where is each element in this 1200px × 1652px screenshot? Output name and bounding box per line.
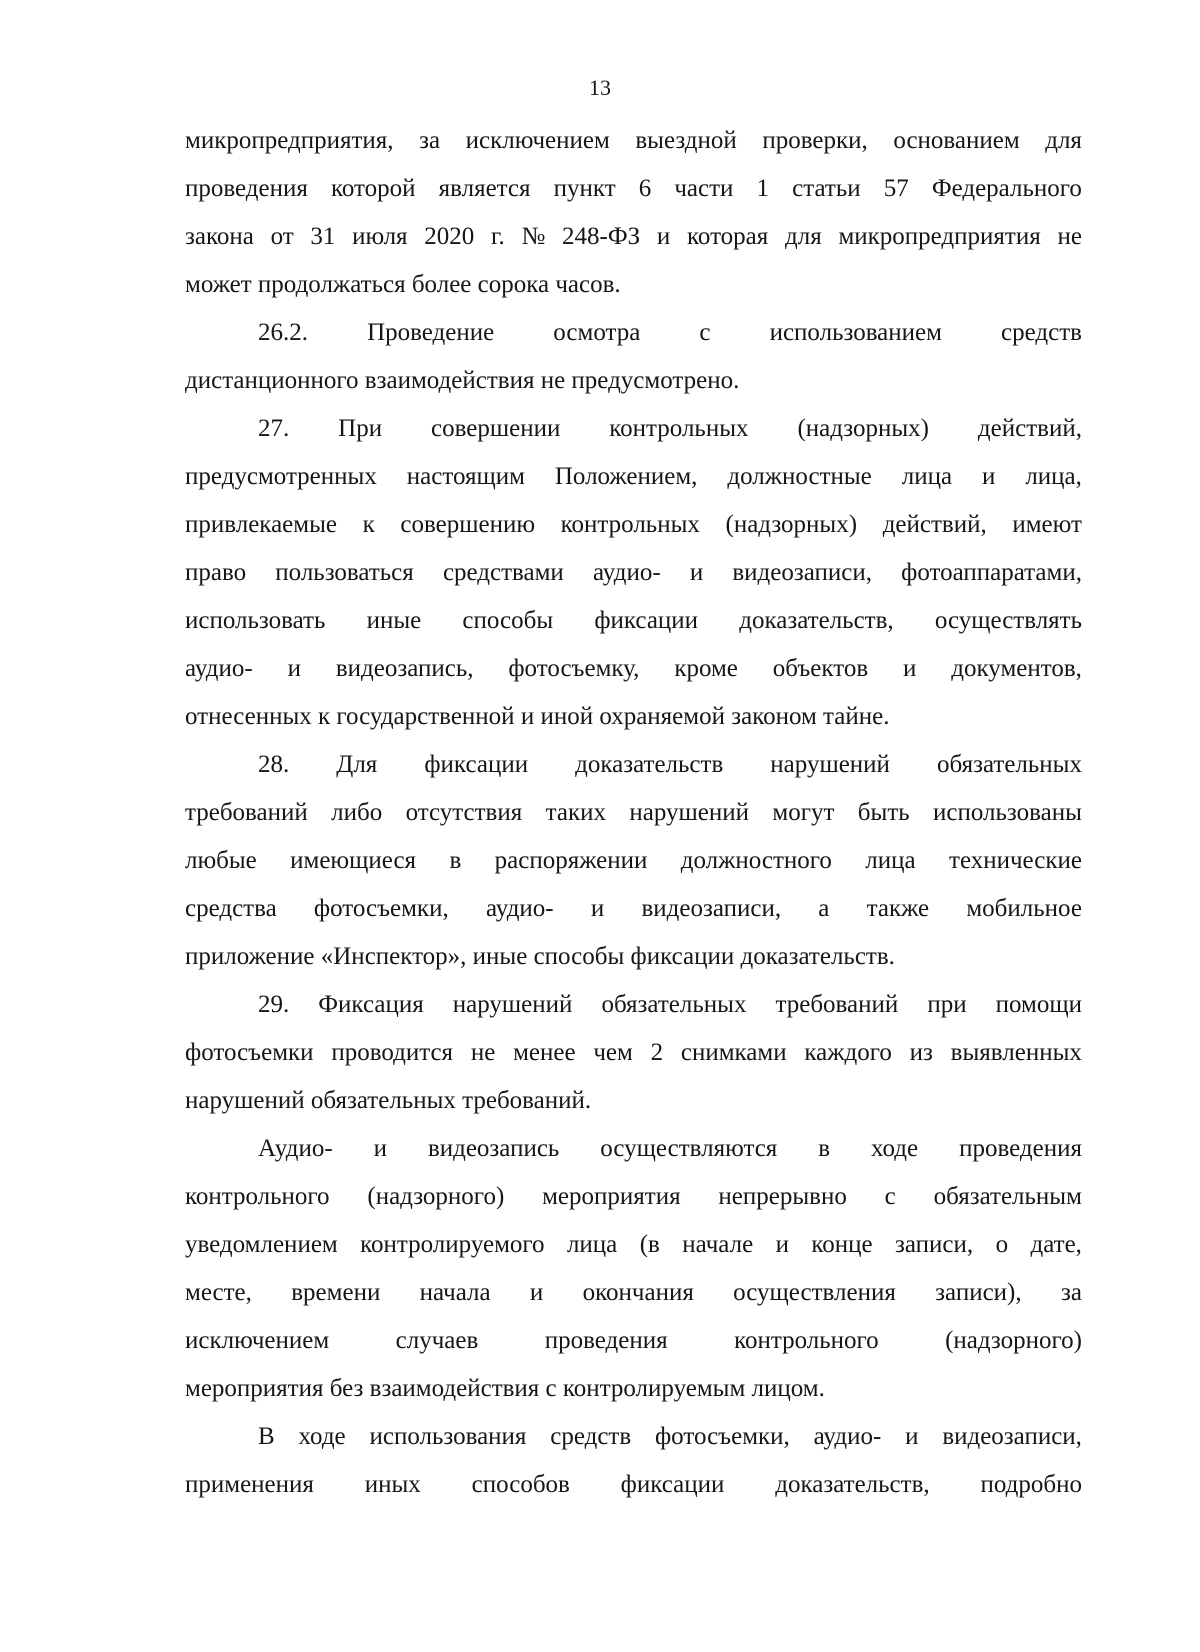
word: выявленных [950, 1039, 1082, 1066]
word: доказательств, [739, 607, 894, 634]
word: записи), [935, 1279, 1022, 1306]
word: (в [639, 1231, 660, 1258]
word: применения [185, 1471, 314, 1498]
word: фотоаппаратами, [901, 559, 1082, 586]
word: каждого [804, 1039, 892, 1066]
word: фотосъемки, [654, 1423, 790, 1450]
word: № [521, 223, 546, 250]
text-line [185, 1125, 1082, 1173]
text-line [185, 981, 1082, 1029]
word: осуществлять [934, 607, 1082, 634]
word: распоряжении [494, 847, 648, 874]
word: обязательным [933, 1183, 1082, 1210]
word: начале [682, 1231, 754, 1258]
word: В [258, 1423, 275, 1450]
word: микропредприятия, [185, 127, 394, 154]
text-line [185, 645, 1082, 693]
word: видеозаписи, [732, 559, 872, 586]
word: аудио- [592, 559, 661, 586]
word: предусмотренных [185, 463, 377, 490]
word: должностные [727, 463, 872, 490]
word: таких [545, 799, 606, 826]
word: основанием [893, 127, 1020, 154]
word: фиксации [620, 1471, 725, 1498]
text-line [185, 1413, 1082, 1461]
word: привлекаемые [185, 511, 337, 538]
word: 29. [258, 991, 290, 1018]
word: и [373, 1135, 387, 1162]
word: объектов [772, 655, 869, 682]
word: использовать [185, 607, 326, 634]
word: и [775, 1231, 789, 1258]
word: видеозаписи, [942, 1423, 1082, 1450]
word: помощи [995, 991, 1082, 1018]
word: и [656, 223, 671, 250]
word: средствами [442, 559, 564, 586]
word: аудио- [485, 895, 554, 922]
word: подробно [980, 1471, 1082, 1498]
word: 1 [756, 175, 770, 202]
word: аудио- [813, 1423, 882, 1450]
text-line [185, 501, 1082, 549]
word: Фиксация [318, 991, 424, 1018]
word: исключением [465, 127, 610, 154]
word: нарушений [629, 799, 750, 826]
word: времени [291, 1279, 381, 1306]
word: могут [772, 799, 835, 826]
word: также [866, 895, 930, 922]
word: любые [185, 847, 257, 874]
word: июля [352, 223, 408, 250]
word: средств [550, 1423, 632, 1450]
word: контрольного [734, 1327, 879, 1354]
word: документов, [951, 655, 1082, 682]
word: окончания [582, 1279, 694, 1306]
word: видеозаписи, [641, 895, 782, 922]
word: которой [331, 175, 416, 202]
word: микропредприятия [838, 223, 1041, 250]
word: 31 [310, 223, 336, 250]
word: лица, [1025, 463, 1082, 490]
word: проведения [544, 1327, 668, 1354]
word: лица [901, 463, 953, 490]
word: ходе [870, 1135, 919, 1162]
word: контрольных [609, 415, 749, 442]
text-line [185, 789, 1082, 837]
word: выездной [635, 127, 737, 154]
word: и [287, 655, 301, 682]
word: и [982, 463, 996, 490]
word: должностного [680, 847, 832, 874]
page-number: 13 [589, 75, 611, 100]
word: использованием [769, 319, 942, 346]
word: 57 [883, 175, 909, 202]
word: не [470, 1039, 496, 1066]
word: аудио- [185, 655, 253, 682]
word: 27. [258, 415, 290, 442]
word: месте, [185, 1279, 252, 1306]
word: исключением [185, 1327, 330, 1354]
word: контрольного [185, 1183, 330, 1210]
word: мероприятия [542, 1183, 681, 1210]
word: лица [865, 847, 916, 874]
word: в [818, 1135, 831, 1162]
word: чем [593, 1039, 633, 1066]
word: Федерального [931, 175, 1082, 202]
word: Аудио- [258, 1135, 333, 1162]
text-line [185, 1221, 1082, 1269]
text-line [185, 1461, 1082, 1509]
text-line: мероприятия без взаимодействия с контролируемым лицом. [185, 1375, 825, 1402]
text-line [185, 1317, 1082, 1365]
word: г. [491, 223, 505, 250]
word: проведения [185, 175, 308, 202]
word: быть [857, 799, 910, 826]
word: использования [369, 1423, 527, 1450]
word: использованы [933, 799, 1082, 826]
word: за [1060, 1279, 1082, 1306]
word: не [1057, 223, 1082, 250]
word: за [419, 127, 441, 154]
word: требований [185, 799, 308, 826]
word: о [995, 1231, 1009, 1258]
word: осуществляются [600, 1135, 778, 1162]
word: для [785, 223, 822, 250]
word: статьи [792, 175, 861, 202]
text-line [185, 597, 1082, 645]
word: фиксации [594, 607, 699, 634]
word: действий, [882, 511, 987, 538]
text-line [185, 453, 1082, 501]
word: нарушений [452, 991, 573, 1018]
text-line [185, 117, 1082, 165]
word: иных [364, 1471, 421, 1498]
text-line [185, 549, 1082, 597]
text-line [185, 741, 1082, 789]
word: 28. [258, 751, 290, 778]
word: при [927, 991, 967, 1018]
text-line [185, 309, 1082, 357]
word: проверки, [762, 127, 868, 154]
word: записи, [895, 1231, 974, 1258]
word: и [590, 895, 605, 922]
word: видеозапись [427, 1135, 560, 1162]
document-body [185, 117, 1082, 1509]
word: для [1045, 127, 1082, 154]
word: либо [331, 799, 383, 826]
word: обязательных [936, 751, 1082, 778]
word: в [449, 847, 462, 874]
word: а [818, 895, 830, 922]
word: и [529, 1279, 544, 1306]
word: Для [336, 751, 378, 778]
word: которая [687, 223, 769, 250]
word: фотосъемку, [508, 655, 640, 682]
word: 26.2. [258, 319, 308, 346]
word: фиксации [424, 751, 529, 778]
text-line [185, 885, 1082, 933]
word: право [185, 559, 247, 586]
word: ходе [298, 1423, 346, 1450]
text-line [185, 837, 1082, 885]
word: фотосъемки, [313, 895, 449, 922]
word: (надзорных) [797, 415, 929, 442]
text-line: отнесенных к государственной и иной охраняемой законом тайне. [185, 703, 890, 730]
word: При [338, 415, 383, 442]
word: пункт [553, 175, 616, 202]
word: с [699, 319, 711, 346]
word: от [270, 223, 294, 250]
word: проведения [959, 1135, 1082, 1162]
word: действий, [977, 415, 1082, 442]
word: 248-ФЗ [562, 223, 641, 250]
word: совершении [431, 415, 561, 442]
word: способов [471, 1471, 570, 1498]
word: требований [775, 991, 899, 1018]
word: (надзорного) [945, 1327, 1082, 1354]
word: фотосъемки [185, 1039, 314, 1066]
word: снимками [680, 1039, 787, 1066]
word: конце [811, 1231, 873, 1258]
text-line: нарушений обязательных требований. [185, 1087, 592, 1114]
word: и [903, 655, 917, 682]
word: (надзорного) [367, 1183, 505, 1210]
word: настоящим [406, 463, 525, 490]
word: нарушений [770, 751, 890, 778]
word: части [674, 175, 734, 202]
word: способы [462, 607, 554, 634]
word: имеющиеся [290, 847, 417, 874]
text-line: приложение «Инспектор», иные способы фиксации доказательств. [185, 943, 895, 970]
word: кроме [674, 655, 738, 682]
word: случаев [395, 1327, 479, 1354]
word: дате, [1030, 1231, 1082, 1258]
word: Положением, [554, 463, 698, 490]
word: к [362, 511, 375, 538]
word: начала [419, 1279, 491, 1306]
word: менее [513, 1039, 576, 1066]
word: осмотра [553, 319, 641, 346]
word: доказательств, [775, 1471, 930, 1498]
word: средств [1001, 319, 1082, 346]
word: имеют [1012, 511, 1082, 538]
text-line [185, 405, 1082, 453]
word: мобильное [966, 895, 1082, 922]
word: непрерывно [718, 1183, 847, 1210]
text-line [185, 1269, 1082, 1317]
word: средства [185, 895, 277, 922]
text-line [185, 213, 1082, 261]
text-line [185, 165, 1082, 213]
word: пользоваться [275, 559, 414, 586]
word: видеозапись, [335, 655, 474, 682]
word: доказательств [575, 751, 724, 778]
word: осуществления [733, 1279, 896, 1306]
word: 6 [638, 175, 652, 202]
word: закона [185, 223, 254, 250]
word: уведомлением [185, 1231, 338, 1258]
word: совершению [400, 511, 536, 538]
word: и [905, 1423, 919, 1450]
word: Проведение [367, 319, 495, 346]
word: технические [949, 847, 1082, 874]
word: из [909, 1039, 933, 1066]
text-line: дистанционного взаимодействия не предусмотрено. [185, 367, 740, 394]
word: проводится [331, 1039, 454, 1066]
text-line [185, 1029, 1082, 1077]
word: иные [366, 607, 422, 634]
word: с [884, 1183, 896, 1210]
word: 2 [650, 1039, 664, 1066]
word: и [689, 559, 704, 586]
word: отсутствия [405, 799, 523, 826]
text-line [185, 1173, 1082, 1221]
text-line: может продолжаться более сорока часов. [185, 271, 621, 298]
word: обязательных [601, 991, 747, 1018]
word: контролируемого [360, 1231, 545, 1258]
word: контрольных [560, 511, 700, 538]
word: лица [566, 1231, 618, 1258]
word: является [438, 175, 531, 202]
word: 2020 [424, 223, 475, 250]
word: (надзорных) [725, 511, 858, 538]
